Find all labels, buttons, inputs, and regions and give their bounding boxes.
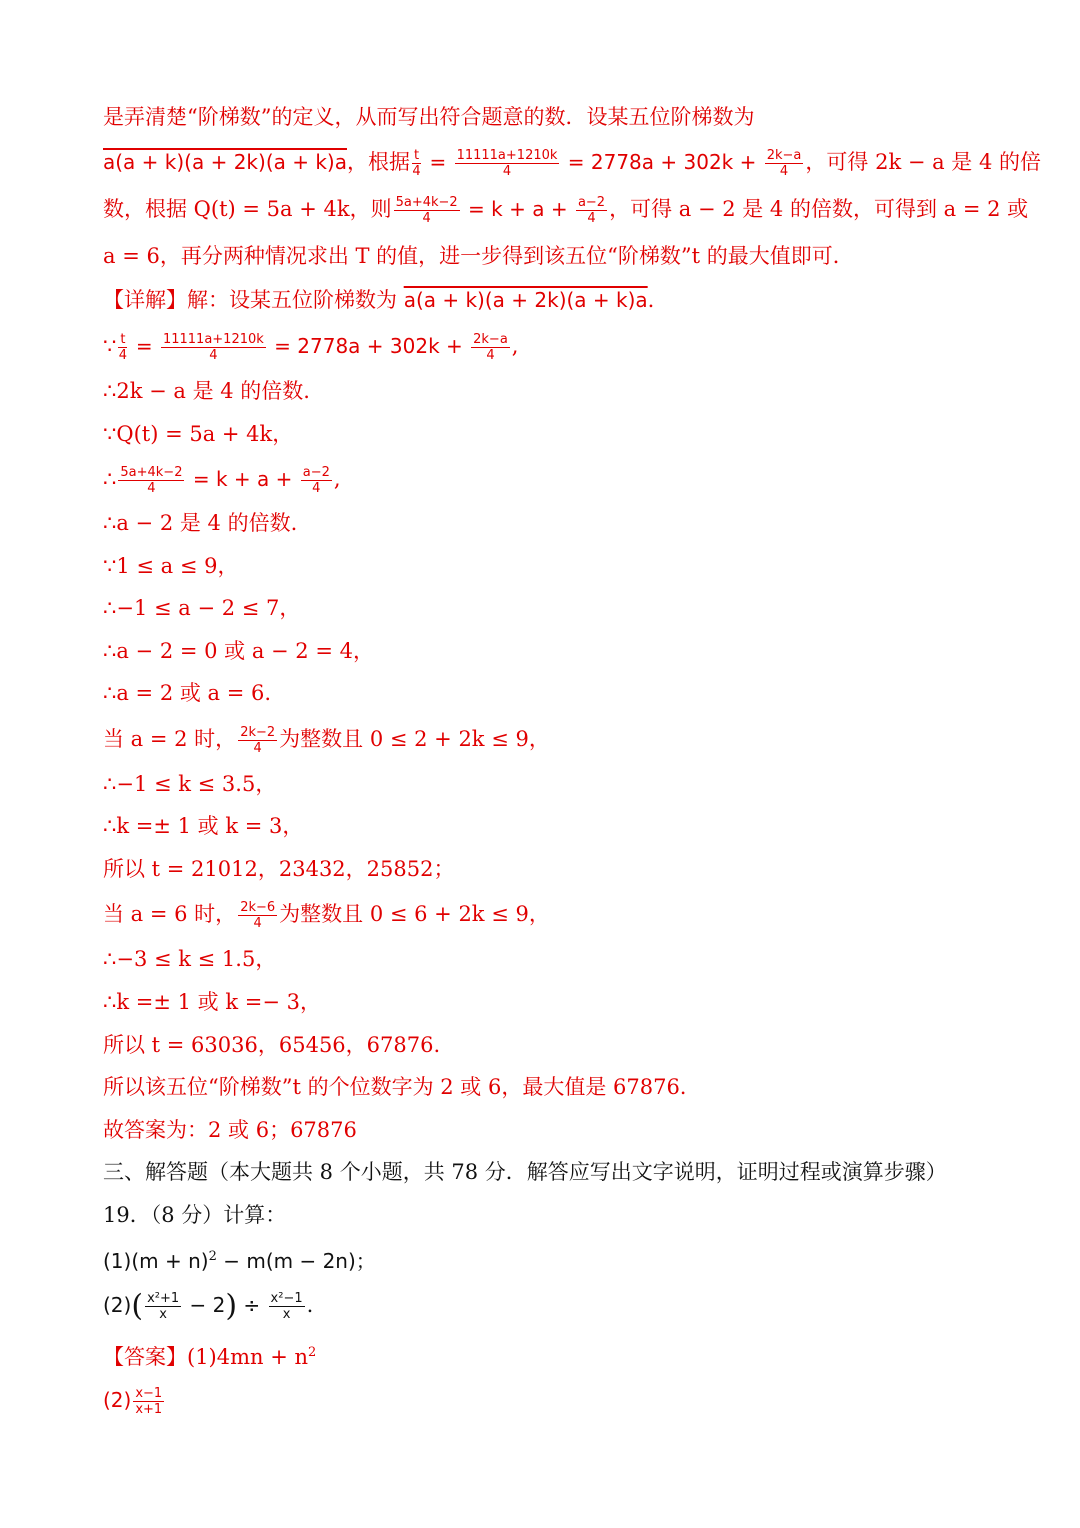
denominator: 4 (412, 164, 421, 179)
numerator: 2k−2 (240, 725, 276, 740)
denominator: 4 (422, 211, 431, 226)
text: 当 a = 2 时， (103, 727, 237, 751)
question-19-part-1 (103, 1242, 1010, 1276)
text: = 2778a + 302k + (561, 150, 763, 174)
exponent: 2 (308, 1345, 317, 1360)
fraction (145, 1291, 181, 1322)
section-title: 三、解答题（本大题共 8 个小题，共 78 分．解答应写出文字说明，证明过程或演算步骤） (103, 1160, 947, 1184)
denominator: 4 (253, 916, 262, 931)
fraction (455, 148, 560, 179)
analysis-line-1 (103, 102, 1010, 132)
numerator: x−1 (135, 1386, 163, 1401)
answer-line-1 (103, 1338, 1010, 1372)
detail-line-16 (103, 944, 1010, 974)
denominator: 4 (209, 348, 218, 363)
fraction (238, 725, 277, 756)
denominator: 4 (118, 348, 128, 363)
because-symbol: ∵ (103, 334, 117, 358)
question-19 (103, 1200, 1010, 1230)
detail-line-17 (103, 987, 1010, 1017)
analysis-line-3 (103, 194, 1029, 226)
denominator: 4 (502, 164, 512, 179)
exponent: 2 (208, 1249, 217, 1264)
expression: (1)(m + n) (103, 1249, 209, 1273)
text: ∴−3 ≤ k ≤ 1.5， (103, 947, 277, 971)
denominator: x+1 (135, 1402, 163, 1417)
detail-line-4 (103, 419, 1010, 449)
numerator: 5a+4k−2 (120, 465, 183, 480)
answer-label: 【答案】(1)4mn + n (103, 1345, 309, 1369)
detail-line-8 (103, 593, 1010, 623)
denominator: x (159, 1307, 167, 1322)
fraction (301, 465, 332, 496)
text: , (333, 467, 341, 491)
answer-summary: 故答案为：2 或 6；67876 (103, 1118, 357, 1142)
text: = (129, 334, 159, 358)
fraction (394, 195, 460, 226)
detail-line-5 (103, 464, 1010, 496)
detail-line-20 (103, 1115, 1010, 1145)
text: ∵Q(t) = 5a + 4k， (103, 422, 294, 446)
fraction (161, 332, 266, 363)
detail-line-9 (103, 636, 1010, 666)
text: . (647, 288, 655, 312)
detail-line-12 (103, 769, 1010, 799)
detail-line-3 (103, 376, 1010, 406)
numerator: a−2 (577, 195, 606, 210)
detail-line-2 (103, 331, 1010, 363)
numerator: t (120, 332, 126, 347)
fraction (118, 332, 127, 363)
expression: − 2 (183, 1293, 226, 1317)
fraction (118, 465, 184, 496)
text: 当 a = 6 时， (103, 902, 237, 926)
numerator: x²+1 (147, 1291, 180, 1306)
detail-line-10 (103, 678, 1010, 708)
detail-line-11 (103, 724, 1010, 756)
text: = k + a + (461, 197, 574, 221)
text: = k + a + (186, 467, 299, 491)
numerator: 2k−6 (240, 900, 276, 915)
fraction (765, 148, 804, 179)
five-digit-number-overline: a(a + k)(a + 2k)(a + k)a (403, 288, 648, 312)
text: ∴k =± 1 或 k = 3， (103, 814, 304, 838)
text: ，可得 a − 2 是 4 的倍数，可得到 a = 2 或 (609, 197, 1029, 221)
text: . (306, 1293, 314, 1317)
expression: − m(m − 2n)； (216, 1249, 376, 1273)
detail-line-18 (103, 1030, 1010, 1060)
fraction (238, 900, 277, 931)
analysis-text: 是弄清楚“阶梯数”的定义，从而写出符合题意的数．设某五位阶梯数为 (103, 105, 755, 129)
numerator: 2k−a (766, 148, 802, 163)
right-paren: ) (225, 1288, 238, 1324)
section-heading (103, 1157, 1010, 1187)
fraction (576, 195, 607, 226)
numerator: 11111a+1210k (456, 148, 558, 163)
fraction (133, 1386, 164, 1417)
numerator: 11111a+1210k (162, 332, 264, 347)
fraction (412, 148, 421, 179)
text: ∵1 ≤ a ≤ 9， (103, 554, 239, 578)
text: = (423, 150, 453, 174)
fraction (269, 1291, 305, 1322)
text: = 2778a + 302k + (267, 334, 470, 358)
text: ∴−1 ≤ a − 2 ≤ 7， (103, 596, 301, 620)
denominator: 4 (587, 211, 596, 226)
detail-line-14 (103, 854, 1010, 884)
text: a = 6，再分两种情况求出 T 的值，进一步得到该五位“阶梯数”t 的最大值即可． (103, 244, 854, 268)
text: 所以该五位“阶梯数”t 的个位数字为 2 或 6，最大值是 67876. (103, 1075, 687, 1099)
denominator: 4 (486, 348, 495, 363)
denominator: 4 (779, 164, 789, 179)
numerator: x²−1 (270, 1291, 303, 1306)
text: ∴a = 2 或 a = 6. (103, 681, 272, 705)
text: ∴a − 2 是 4 的倍数. (103, 511, 298, 535)
denominator: 4 (312, 481, 321, 496)
denominator: 4 (147, 481, 156, 496)
analysis-line-4 (103, 241, 1010, 271)
detail-line-6 (103, 508, 1010, 538)
detail-line-1 (103, 285, 1010, 315)
text: ∴2k − a 是 4 的倍数. (103, 379, 310, 403)
numerator: 5a+4k−2 (395, 195, 458, 210)
divide-sign: ÷ (237, 1293, 267, 1317)
text: , (511, 334, 519, 358)
detail-heading: 【详解】解：设某五位阶梯数为 (103, 288, 404, 312)
denominator: x (282, 1307, 291, 1322)
text: ，根据 (346, 150, 410, 174)
fraction (471, 332, 510, 363)
text: 为整数且 0 ≤ 2 + 2k ≤ 9， (279, 727, 550, 751)
part-label: (2) (103, 1293, 132, 1317)
numerator: 2k−a (473, 332, 508, 347)
text: ，可得 2k − a 是 4 的倍 (805, 150, 1042, 174)
text: ∴k =± 1 或 k =− 3， (103, 990, 321, 1014)
text: 为整数且 0 ≤ 6 + 2k ≤ 9， (279, 902, 550, 926)
analysis-line-2 (103, 147, 1042, 179)
text: ∴−1 ≤ k ≤ 3.5， (103, 772, 277, 796)
text: 数，根据 Q(t) = 5a + 4k，则 (103, 197, 392, 221)
detail-line-7 (103, 551, 1010, 581)
numerator: a−2 (302, 465, 330, 480)
part-label: (2) (103, 1388, 132, 1412)
text: 所以 t = 21012，23432，25852； (103, 857, 455, 881)
text: ∴a − 2 = 0 或 a − 2 = 4， (103, 639, 374, 663)
detail-line-13 (103, 811, 1010, 841)
text: 所以 t = 63036，65456，67876. (103, 1033, 441, 1057)
numerator: t (413, 148, 420, 163)
left-paren: ( (131, 1288, 144, 1324)
five-digit-number-overline: a(a + k)(a + 2k)(a + k)a (103, 150, 347, 174)
question-title: 19．（8 分）计算： (103, 1203, 287, 1227)
detail-line-19 (103, 1072, 1010, 1102)
detail-line-15 (103, 899, 1010, 931)
answer-line-2 (103, 1385, 1010, 1417)
therefore-symbol: ∴ (103, 467, 117, 491)
question-19-part-2 (103, 1290, 1010, 1322)
denominator: 4 (253, 741, 262, 756)
